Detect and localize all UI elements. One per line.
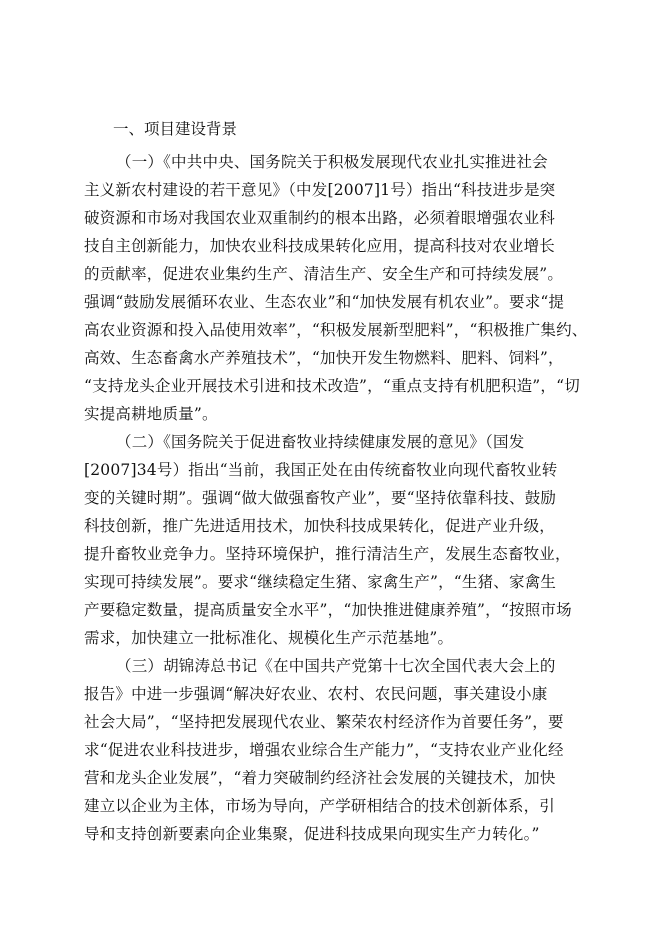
- paragraph-1-line: 破资源和市场对我国农业双重制约的根本出路，必须着眼增强农业科: [84, 209, 556, 227]
- paragraph-2-line: 变的关键时期”。强调“做大做强畜牧产业”，要“坚持依靠科技、鼓励: [84, 489, 557, 507]
- paragraph-1-line: 的贡献率，促进农业集约生产、清洁生产、安全生产和可持续发展”。: [84, 265, 564, 283]
- paragraph-1-line: 技自主创新能力，加快农业科技成果转化应用，提高科技对农业增长: [84, 237, 556, 255]
- paragraph-2-line: 科技创新，推广先进适用技术，加快科技成果转化，促进产业升级，: [84, 517, 556, 535]
- paragraph-3-line: 求“促进农业科技进步，增强农业综合生产能力”，“支持农业产业化经: [84, 741, 564, 759]
- paragraph-2-line: （二）《国务院关于促进畜牧业持续健康发展的意见》（国发: [116, 433, 525, 451]
- paragraph-3-line: 营和龙头企业发展”，“着力突破制约经济社会发展的关键技术，加快: [84, 769, 556, 787]
- paragraph-1-line: 高农业资源和投入品使用效率”，“积极发展新型肥料”，“积极推广集约、: [84, 321, 588, 339]
- paragraph-3-line: 报告》中进一步强调“解决好农业、农村、农民问题，事关建设小康: [84, 685, 548, 703]
- paragraph-3-line: 社会大局”，“坚持把发展现代农业、繁荣农村经济作为首要任务”，要: [84, 713, 564, 731]
- section-heading: 一、项目建设背景: [113, 120, 238, 138]
- paragraph-2-line: 产要稳定数量，提高质量安全水平”，“加快推进健康养殖”，“按照市场: [84, 601, 572, 619]
- paragraph-1-line: 高效、生态畜禽水产养殖技术”，“加快开发生物燃料、肥料、饲料”，: [84, 349, 564, 367]
- paragraph-1-line: 主义新农村建设的若干意见》（中发[2007]1号）指出“科技进步是突: [84, 181, 556, 199]
- paragraph-3-line: （三）胡锦涛总书记《在中国共产党第十七次全国代表大会上的: [116, 657, 556, 675]
- paragraph-1-line: （一）《中共中央、国务院关于积极发展现代农业扎实推进社会: [116, 153, 548, 171]
- paragraph-3-line: 导和支持创新要素向企业集聚，促进科技成果向现实生产力转化。”: [84, 825, 540, 843]
- paragraph-1-line: 实提高耕地质量”。: [84, 405, 218, 423]
- paragraph-2-line: 实现可持续发展”。要求“继续稳定生猪、家禽生产”，“生猪、家禽生: [84, 573, 557, 591]
- paragraph-1-line: “支持龙头企业开展技术引进和技术改造”，“重点支持有机肥积造”，“切: [84, 377, 580, 395]
- paragraph-2-line: 提升畜牧业竞争力。坚持环境保护，推行清洁生产，发展生态畜牧业，: [84, 545, 571, 563]
- paragraph-3-line: 建立以企业为主体，市场为导向，产学研相结合的技术创新体系，引: [84, 797, 556, 815]
- paragraph-1-line: 强调“鼓励发展循环农业、生态农业”和“加快发展有机农业”。要求“提: [84, 293, 565, 311]
- paragraph-2-line: [2007]34号）指出“当前，我国正处在由传统畜牧业向现代畜牧业转: [84, 461, 558, 479]
- paragraph-2-line: 需求，加快建立一批标准化、规模化生产示范基地”。: [84, 629, 454, 647]
